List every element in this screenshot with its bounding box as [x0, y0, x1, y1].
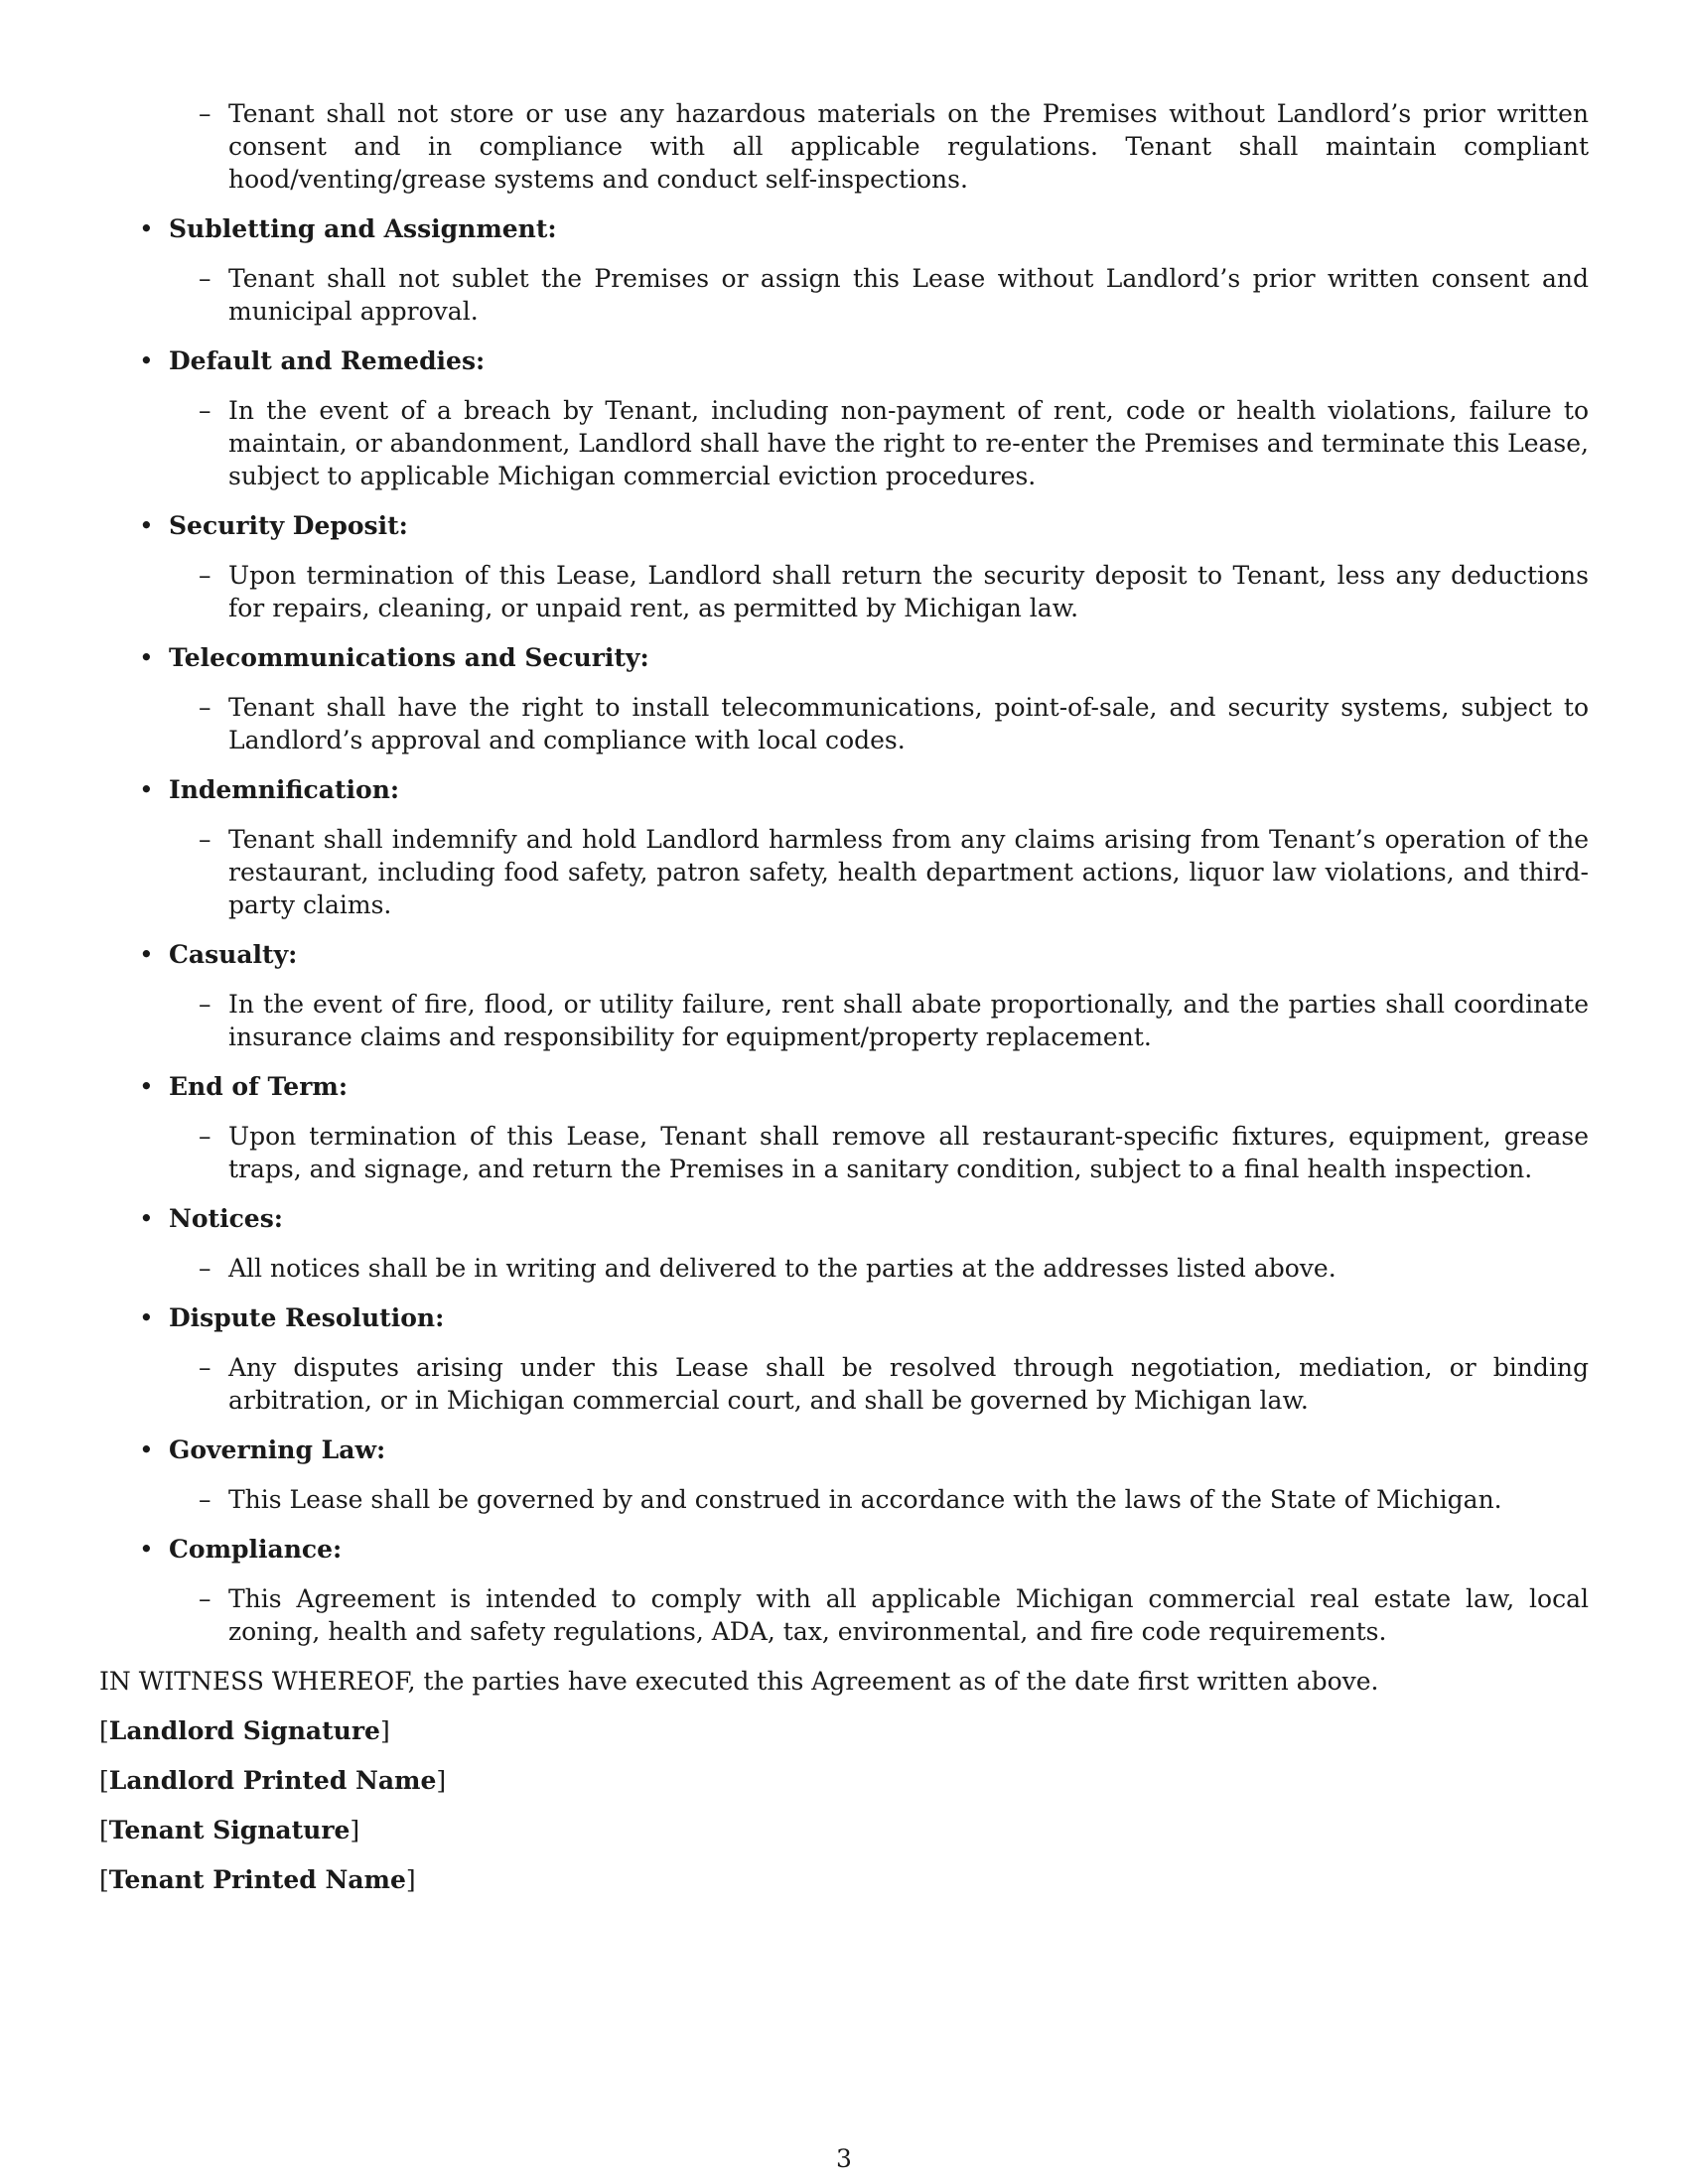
bullet-marker: •	[139, 940, 154, 969]
subitem-text: Tenant shall have the right to install telecommunications, point-of-sale, and security systems, subject to Landlord’s approval and compliance with local codes.	[228, 693, 1589, 754]
bullet-marker: •	[139, 346, 154, 375]
dash-marker: –	[199, 1122, 211, 1151]
landlord-printed-name-line: [Landlord Printed Name]	[99, 1766, 447, 1795]
section-heading-text: Compliance:	[169, 1535, 343, 1564]
page-number: 3	[836, 2144, 852, 2173]
section-heading	[139, 1433, 1589, 1466]
bullet-marker: •	[139, 1204, 154, 1233]
section-subitem	[199, 394, 1589, 492]
section-subitem	[199, 823, 1589, 921]
section-subitem	[199, 262, 1589, 328]
bullet-marker: •	[139, 1435, 154, 1464]
section-heading-text: Dispute Resolution:	[169, 1303, 445, 1332]
section-heading-text: Telecommunications and Security:	[169, 643, 649, 672]
subitem-text: Upon termination of this Lease, Tenant shall remove all restaurant-specific fixtures, equipment, grease traps, and signage, and return the Premises in a sanitary condition, subject to a final health inspection.	[228, 1122, 1589, 1183]
section-heading	[139, 773, 1589, 806]
witness-clause: IN WITNESS WHEREOF, the parties have executed this Agreement as of the date first written above.	[99, 1667, 1379, 1696]
section-subitem	[199, 559, 1589, 624]
section-heading	[139, 344, 1589, 377]
section-subitem	[199, 988, 1589, 1053]
tenant-signature-line: [Tenant Signature]	[99, 1816, 360, 1844]
section-heading	[139, 938, 1589, 971]
subitem-text: Tenant shall not store or use any hazardous materials on the Premises without Landlord’s prior written consent and in compliance with all applicable regulations. Tenant shall maintain compliant hood/venting/grease systems and conduct self-inspections.	[228, 99, 1589, 194]
dash-marker: –	[199, 1254, 211, 1283]
subitem-text: Any disputes arising under this Lease shall be resolved through negotiation, mediation, or binding arbitration, or in Michigan commercial court, and shall be governed by Michigan law.	[228, 1353, 1589, 1415]
section-heading-text: End of Term:	[169, 1072, 349, 1101]
section-heading	[139, 212, 1589, 245]
dash-marker: –	[199, 1485, 211, 1514]
signature-label: Tenant Signature	[108, 1816, 351, 1844]
section-heading-text: Indemnification:	[169, 775, 400, 804]
bullet-marker: •	[139, 511, 154, 540]
section-heading-text: Default and Remedies:	[169, 346, 486, 375]
dash-marker: –	[199, 396, 211, 425]
section-heading	[139, 1070, 1589, 1103]
section-heading-text: Subletting and Assignment:	[169, 214, 557, 243]
section-subitem	[199, 1120, 1589, 1185]
subitem-text: Tenant shall not sublet the Premises or assign this Lease without Landlord’s prior written consent and municipal approval.	[228, 264, 1589, 326]
section-subitem	[199, 1483, 1589, 1516]
section-heading-text: Security Deposit:	[169, 511, 408, 540]
signature-label: Landlord Printed Name	[108, 1766, 437, 1795]
bullet-marker: •	[139, 1535, 154, 1564]
signature-label: Landlord Signature	[108, 1716, 380, 1745]
section-heading	[139, 1301, 1589, 1334]
subitem-text: All notices shall be in writing and delivered to the parties at the addresses listed above.	[228, 1254, 1336, 1283]
dash-marker: –	[199, 693, 211, 722]
section-heading	[139, 1533, 1589, 1566]
section-subitem	[199, 1252, 1589, 1285]
bullet-marker: •	[139, 1303, 154, 1332]
landlord-signature-line: [Landlord Signature]	[99, 1716, 390, 1745]
bullet-marker: •	[139, 214, 154, 243]
signature-label: Tenant Printed Name	[108, 1865, 406, 1894]
intro-subitem	[199, 97, 1589, 196]
dash-marker: –	[199, 1353, 211, 1382]
bullet-marker: •	[139, 1072, 154, 1101]
section-subitem	[199, 691, 1589, 756]
subitem-text: In the event of fire, flood, or utility failure, rent shall abate proportionally, and the parties shall coordinate insurance claims and responsibility for equipment/property replacement.	[228, 990, 1589, 1051]
dash-marker: –	[199, 1584, 211, 1613]
subitem-text: In the event of a breach by Tenant, including non-payment of rent, code or health violations, failure to maintain, or abandonment, Landlord shall have the right to re-enter the Premises and terminate this Lease, subject to applicable Michigan commercial eviction procedures.	[228, 396, 1589, 490]
section-heading-text: Casualty:	[169, 940, 298, 969]
subitem-text: Tenant shall indemnify and hold Landlord harmless from any claims arising from Tenant’s operation of the restaurant, including food safety, patron safety, health department actions, liquor law violations, and third-party claims.	[228, 825, 1589, 919]
dash-marker: –	[199, 561, 211, 590]
document-page	[99, 97, 1589, 1896]
tenant-printed-name-line: [Tenant Printed Name]	[99, 1865, 416, 1894]
section-heading	[139, 509, 1589, 542]
dash-marker: –	[199, 99, 211, 128]
section-heading-text: Governing Law:	[169, 1435, 386, 1464]
subitem-text: Upon termination of this Lease, Landlord shall return the security deposit to Tenant, less any deductions for repairs, cleaning, or unpaid rent, as permitted by Michigan law.	[228, 561, 1589, 622]
subitem-text: This Agreement is intended to comply with all applicable Michigan commercial real estate law, local zoning, health and safety regulations, ADA, tax, environmental, and fire code requirements.	[228, 1584, 1589, 1646]
bullet-marker: •	[139, 775, 154, 804]
bullet-marker: •	[139, 643, 154, 672]
section-heading	[139, 1202, 1589, 1235]
dash-marker: –	[199, 990, 211, 1019]
section-heading-text: Notices:	[169, 1204, 284, 1233]
section-heading	[139, 641, 1589, 674]
dash-marker: –	[199, 264, 211, 293]
dash-marker: –	[199, 825, 211, 854]
subitem-text: This Lease shall be governed by and construed in accordance with the laws of the State of Michigan.	[228, 1485, 1502, 1514]
section-subitem	[199, 1351, 1589, 1417]
section-subitem	[199, 1582, 1589, 1648]
